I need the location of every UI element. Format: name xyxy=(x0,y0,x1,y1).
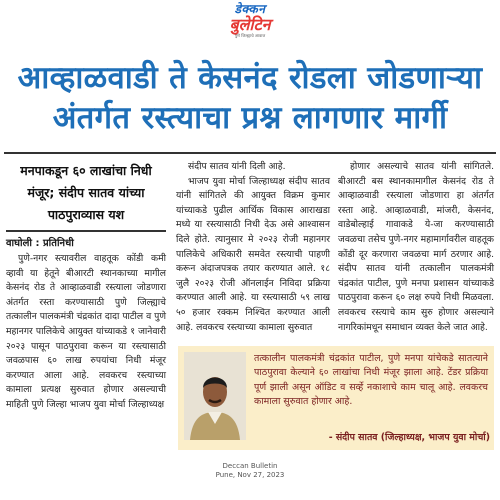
logo-tagline: पुणे जिल्ह्याचे आवाज xyxy=(234,33,266,38)
quote-text: तत्कालीन पालकमंत्री चंद्रकांत पाटील, पुणे मनपा यांचेकडे सातत्याने पाठपुरावा केल्याने ६० लाखांचा निधी मंजूर झाला आहे. टेंडर प्रक्रिया पूर्ण झाली असून ऑडिट व सर्व्हे नकाशाचे काम चालू आहे. लवकरच कामाला सुरुवात होणार आहे. xyxy=(254,353,488,408)
headline-divider xyxy=(4,152,496,154)
quote-signature: - संदीप सातव (जिल्हाध्यक्ष, भाजप युवा मोर्चा) xyxy=(328,432,490,443)
quote-box xyxy=(178,346,494,450)
person-portrait-icon xyxy=(184,352,246,440)
byline: वाघोली : प्रतिनिधी xyxy=(6,238,74,249)
footer-dateline: Pune, Nov 27, 2023 xyxy=(215,471,285,479)
column1-paragraph: पुणे-नगर स्त्यावरील वाहतूक कोंडी कमी व्हावी या हेतूने बीआरटी स्थानकाच्या मागील केसनंद रोड ते आव्हाळवाडी रस्त्याला जोडणारा अंतर्गत रस्ता करण्यासाठी पुणे जिल्ह्याचे तत्कालीन पालकमंत्री चंद्रकांत दादा पाटील व पुणे महानगर पालिकेचे आयुक्त यांच्याकडे १ जानेवारी २०२३ पासून पाठपुरावा करून या रस्त्यासाठी जवळपास ६० लाख रुपयांचा निधी मंजूर करण्यात आला आहे. लवकरच रस्त्याच्या कामाला प्रत्यक्ष सुरुवात होणार असल्याची माहिती पुणे जिल्हा भाजप युवा मोर्चा जिल्हाध्यक्ष xyxy=(6,253,166,410)
logo-line2: बुलेटिन xyxy=(229,15,271,34)
headline xyxy=(4,58,496,138)
column2-paragraph-2: भाजप युवा मोर्चा जिल्हाध्यक्ष संदीप सातव यांनी सांगितले की आयुक्त विक्रम कुमार यांच्याकडे पुढील आर्थिक विकास आराखडा मध्ये या रस्त्यासाठी निधी देऊ असे आश्वासन दिले होते. त्यानुसार मे २०२३ रोजी महानगर पालिकेचे अधिकारी समवेत रस्त्याची पाहणी करून अंदाजपत्रक तयार करण्यात आले. १८ जुलै २०२३ रोजी ऑनलाईन निविदा प्रक्रिया करण्यात आली आहे. या रस्त्यासाठी ५९ लाख ५० हजार रक्कम निश्चित करण्यात आली आहे. लवकरच रस्त्याच्या कामाला सुरुवात xyxy=(176,175,330,333)
article-column-2 xyxy=(176,160,330,335)
publication-logo xyxy=(195,2,305,42)
column3-paragraph-1: होणार असल्याचे सातव यांनी सांगितले. बीआरटी बस स्थानकामागील केसनंद रोड ते आव्हाळवाडी रस्त्याला जोडणारा हा अंतर्गत रस्ता आहे. आव्हाळवाडी, मांजरी, केसनंद, वाडेबोल्हाई गावाकडे ये-जा करण्यासाठी जवळचा तसेच पुणे-नगर महामार्गावरील वाहतूक कोंडी दूर करणारा जवळचा मार्ग ठरणार आहे. संदीप सातव यांनी तत्कालीन पालकमंत्री चंद्रकांत पाटील, पुणे मनपा प्रशासन यांच्याकडे पाठपुरावा करून ६० लक्ष रुपये निधी मिळवला. लवकरच रस्त्याचे काम सुरु होणार असल्याने नागरिकांमधून समाधान व्यक्त केले जात आहे. xyxy=(338,161,494,333)
sub-headline: मनपाकडून ६० लाखांचा निधी मंजूर; संदीप सातव यांच्या पाठपुराव्यास यश xyxy=(6,160,166,232)
headline-line2: अंतर्गत रस्त्याचा प्रश्न लागणार मार्गी xyxy=(52,100,448,136)
portrait-photo xyxy=(184,352,246,440)
article-column-1 xyxy=(6,252,166,413)
column2-paragraph-1: संदीप सातव यांनी दिली आहे. xyxy=(188,161,286,172)
footer-publication: Deccan Bulletin xyxy=(222,462,278,470)
article-column-3 xyxy=(338,160,494,335)
masthead xyxy=(0,0,500,52)
logo-line1: डेक्कन xyxy=(234,2,266,16)
footer xyxy=(0,462,500,480)
headline-line1: आव्हाळवाडी ते केसनंद रोडला जोडणाऱ्या xyxy=(17,60,483,96)
